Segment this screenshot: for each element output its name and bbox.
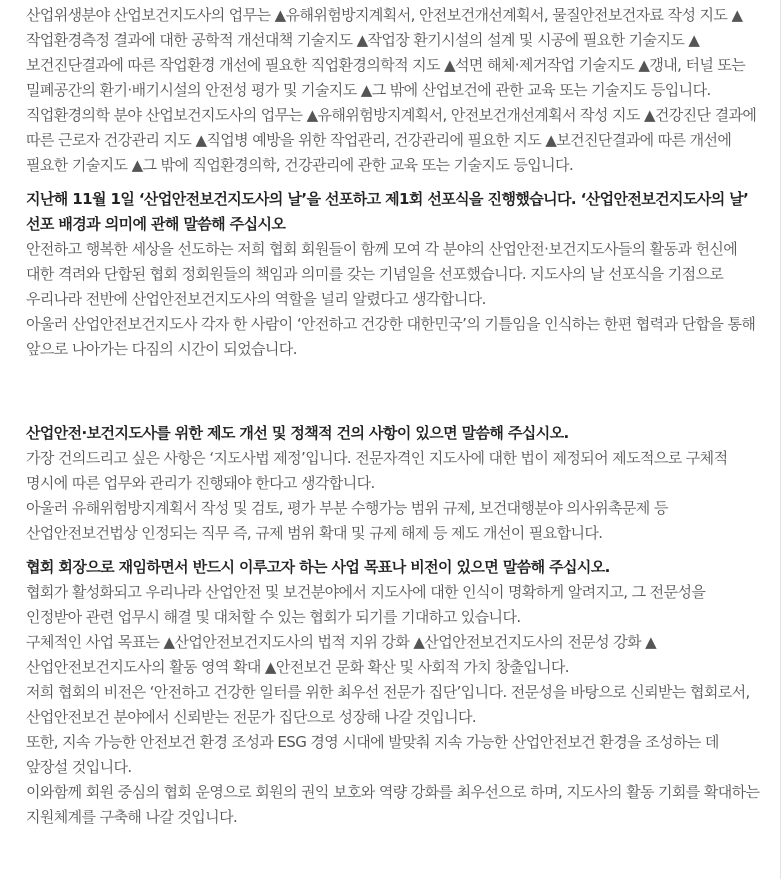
spacer bbox=[26, 546, 763, 555]
answer-2-paragraph-2: 아울러 유해위험방지계획서 작성 및 검토, 평가 부분 수행가능 범위 규제, 보건대행분야 의사위촉문제 등 산업안전보건법상 인정되는 직무 즉, 규제 범위 확대 및 규제 해제 등 제도 개선이 필요합니다. bbox=[26, 499, 668, 542]
answer-1-paragraph-1: 안전하고 행복한 세상을 선도하는 저희 협회 회원들이 함께 모여 각 분야의 산업안전·보건지도사들의 활동과 헌신에 대한 격려와 단합된 협회 정회원들의 책임과 의미를 갖는 기념일을 선포했습니다. 지도사의 날 선포식을 기점으로 우리나라 전반에 산업안전보건지도사의 역할을 널리 알렸다고 생각합니다. bbox=[26, 240, 738, 308]
question-3-heading: 협회 회장으로 재임하면서 반드시 이루고자 하는 사업 목표나 비전이 있으면 말씀해 주십시오. bbox=[26, 558, 610, 576]
question-2-heading: 산업안전·보건지도사를 위한 제도 개선 및 정책적 건의 사항이 있으면 말씀해 주십시오. bbox=[26, 424, 569, 442]
answer-3-paragraph-1: 협회가 활성화되고 우리나라 산업안전 및 보건분야에서 지도사에 대한 인식이 명확하게 알려지고, 그 전문성을 인정받아 관련 업무시 해결 및 대처할 수 있는 협회가 되기를 기대하고 있습니다. bbox=[26, 583, 706, 626]
answer-3-paragraph-5: 이와함께 회원 중심의 협회 운영으로 회원의 권익 보호와 역량 강화를 최우선으로 하며, 지도사의 활동 기회를 확대하는 지원체계를 구축해 나갈 것입니다. bbox=[26, 783, 760, 826]
intro-paragraph-1: 산업위생분야 산업보건지도사의 업무는 ▲유해위험방지계획서, 안전보건개선계획서, 물질안전보건자료 작성 지도 ▲작업환경측정 결과에 대한 공학적 개선대책 기술지도 ▲작업장 환기시설의 설계 및 시공에 필요한 기술지도 ▲보건진단결과에 따른 작업환경 개선에 필요한 직업환경의학적 지도 ▲석면 해체·제거작업 기술지도 ▲갱내, 터널 또는 밀폐공간의 환기·배기시설의 안전성 평가 및 기술지도 ▲그 밖에 산업보건에 관한 교육 또는 기술지도 등입니다. bbox=[26, 6, 746, 99]
intro-paragraph-2: 직업환경의학 분야 산업보건지도사의 업무는 ▲유해위험방지계획서, 안전보건개선계획서 작성 지도 ▲건강진단 결과에 따른 근로자 건강관리 지도 ▲직업병 예방을 위한 작업관리, 건강관리에 필요한 지도 ▲보건진단결과에 따른 개선에 필요한 기술지도 ▲그 밖에 직업환경의학, 건강관리에 관한 교육 또는 기술지도 등입니다. bbox=[26, 106, 757, 174]
answer-3-paragraph-4: 또한, 지속 가능한 안전보건 환경 조성과 ESG 경영 시대에 발맞춰 지속 가능한 산업안전보건 환경을 조성하는 데 앞장설 것입니다. bbox=[26, 733, 719, 776]
answer-3-paragraph-3: 저희 협회의 비전은 ‘안전하고 건강한 일터를 위한 최우선 전문가 집단’입니다. 전문성을 바탕으로 신뢰받는 협회로서, 산업안전보건 분야에서 신뢰받는 전문가 집단으로 성장해 나갈 것입니다. bbox=[26, 683, 750, 726]
answer-3-paragraph-2: 구체적인 사업 목표는 ▲산업안전보건지도사의 법적 지위 강화 ▲산업안전보건지도사의 전문성 강화 ▲산업안전보건지도사의 활동 영역 확대 ▲안전보건 문화 확산 및 사회적 가치 창출입니다. bbox=[26, 633, 657, 676]
spacer bbox=[26, 178, 763, 187]
answer-2-paragraph-1: 가장 건의드리고 싶은 사항은 ‘지도사법 제정’입니다. 전문자격인 지도사에 대한 법이 제정되어 제도적으로 구체적 명시에 따른 업무와 관리가 진행돼야 한다고 생각합니다. bbox=[26, 449, 728, 492]
question-1-heading: 지난해 11월 1일 ‘산업안전보건지도사의 날’을 선포하고 제1회 선포식을 진행했습니다. ‘산업안전보건지도사의 날’ 선포 배경과 의미에 관해 말씀해 주십시오 bbox=[26, 190, 749, 233]
answer-1-paragraph-2: 아울러 산업안전보건지도사 각자 한 사람이 ‘안전하고 건강한 대한민국’의 기틀임을 인식하는 한편 협력과 단합을 통해 앞으로 나아가는 다짐의 시간이 되었습니다. bbox=[26, 315, 756, 358]
spacer bbox=[26, 362, 763, 421]
